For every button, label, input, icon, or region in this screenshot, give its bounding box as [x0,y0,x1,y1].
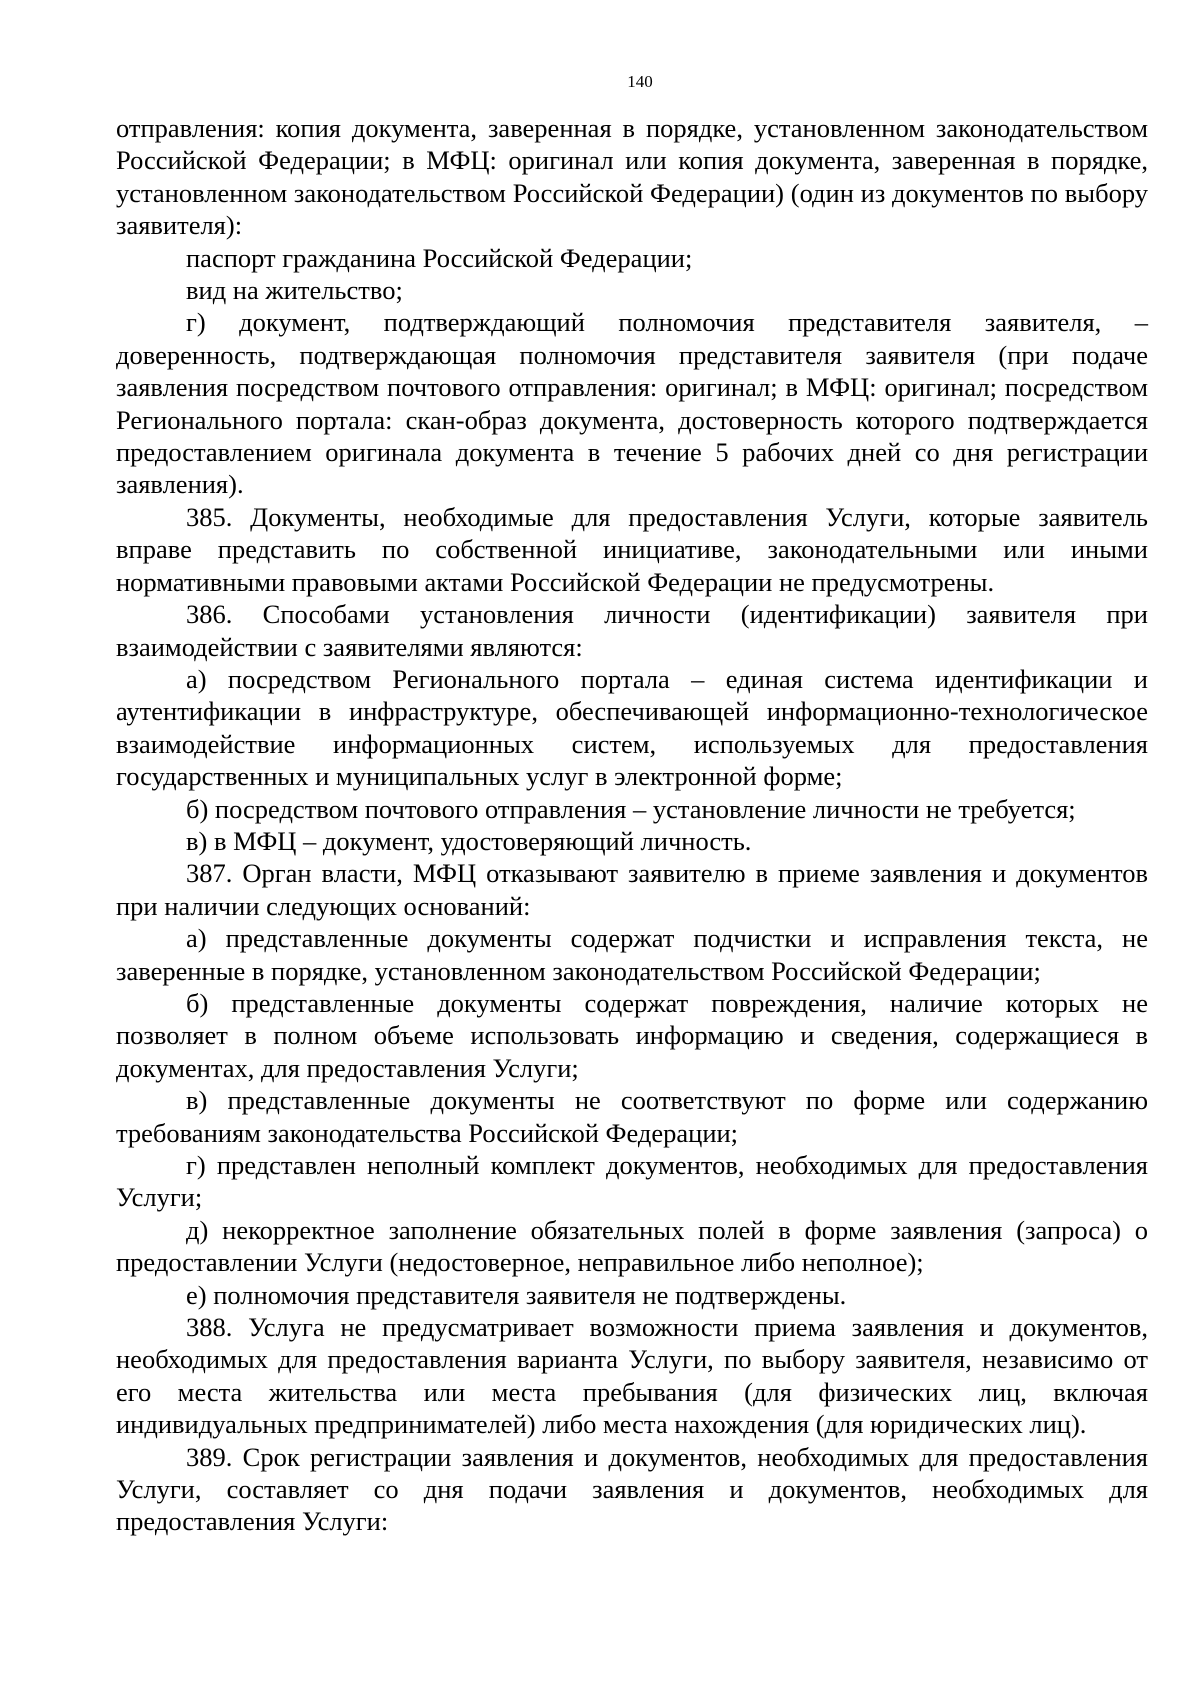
paragraph-386-v: в) в МФЦ – документ, удостоверяющий личность. [186,825,752,856]
paragraph-387-d: д) некорректное заполнение обязательных полей в форме заявления (запроса) о предоставлении Услуги (недостоверное, неправильное либо неполное); [116,1214,1148,1278]
paragraph-389: 389. Срок регистрации заявления и документов, необходимых для предоставления Услуги, составляет со дня подачи заявления и документов, необходимых для предоставления Услуги: [116,1441,1148,1537]
paragraph-387-b: б) представленные документы содержат повреждения, наличие которых не позволяет в полном объеме использовать информацию и сведения, содержащиеся в документах, для предоставления Услуги; [116,987,1148,1083]
paragraph-385: 385. Документы, необходимые для предоставления Услуги, которые заявитель вправе представить по собственной инициативе, законодательными или иными нормативными правовыми актами Российской Федерации не предусмотрены. [116,501,1148,597]
paragraph-387: 387. Орган власти, МФЦ отказывают заявителю в приеме заявления и документов при наличии следующих оснований: [116,858,1148,921]
paragraph-386-b: б) посредством почтового отправления – установление личности не требуется; [186,793,1076,824]
paragraph-residence-permit: вид на жительство; [186,275,403,306]
paragraph-continuation: отправления: копия документа, заверенная в порядке, установленном законодательством Российской Федерации; в МФЦ: оригинал или копия документа, заверенная в порядке, установленном законодательством Российской Федерации) (один из документов по выбору заявителя): [116,113,1148,241]
paragraph-passport: паспорт гражданина Российской Федерации; [186,242,693,273]
paragraph-386-a: а) посредством Регионального портала – единая система идентификации и аутентификации в инфраструктуре, обеспечивающей информационно-технологическое взаимодействие информационных систем, используемых для предоставления государственных и муниципальных услуг в электронной форме; [116,663,1148,792]
paragraph-387-e: е) полномочия представителя заявителя не подтверждены. [186,1279,847,1310]
paragraph-386: 386. Способами установления личности (идентификации) заявителя при взаимодействии с заявителями являются: [116,599,1148,662]
paragraph-387-a: а) представленные документы содержат подчистки и исправления текста, не заверенные в порядке, установленном законодательством Российской Федерации; [116,923,1148,986]
paragraph-388: 388. Услуга не предусматривает возможности приема заявления и документов, необходимых для предоставления варианта Услуги, по выбору заявителя, независимо от его места жительства или места пребывания (для физических лиц, включая индивидуальных предпринимателей) либо места нахождения (для юридических лиц). [116,1312,1148,1440]
document-body [116,112,1148,1538]
paragraph-387-v: в) представленные документы не соответствуют по форме или содержанию требованиям законодательства Российской Федерации; [116,1085,1148,1148]
page-number: 140 [627,72,653,91]
paragraph-387-g: г) представлен неполный комплект документов, необходимых для предоставления Услуги; [116,1150,1148,1213]
paragraph-representative-authority: г) документ, подтверждающий полномочия представителя заявителя, – доверенность, подтверждающая полномочия представителя заявителя (при подаче заявления посредством почтового отправления: оригинал; в МФЦ: оригинал; посредством Регионального портала: скан-образ документа, достоверность которого подтверждается предоставлением оригинала документа в течение 5 рабочих дней со дня регистрации заявления). [116,307,1148,500]
